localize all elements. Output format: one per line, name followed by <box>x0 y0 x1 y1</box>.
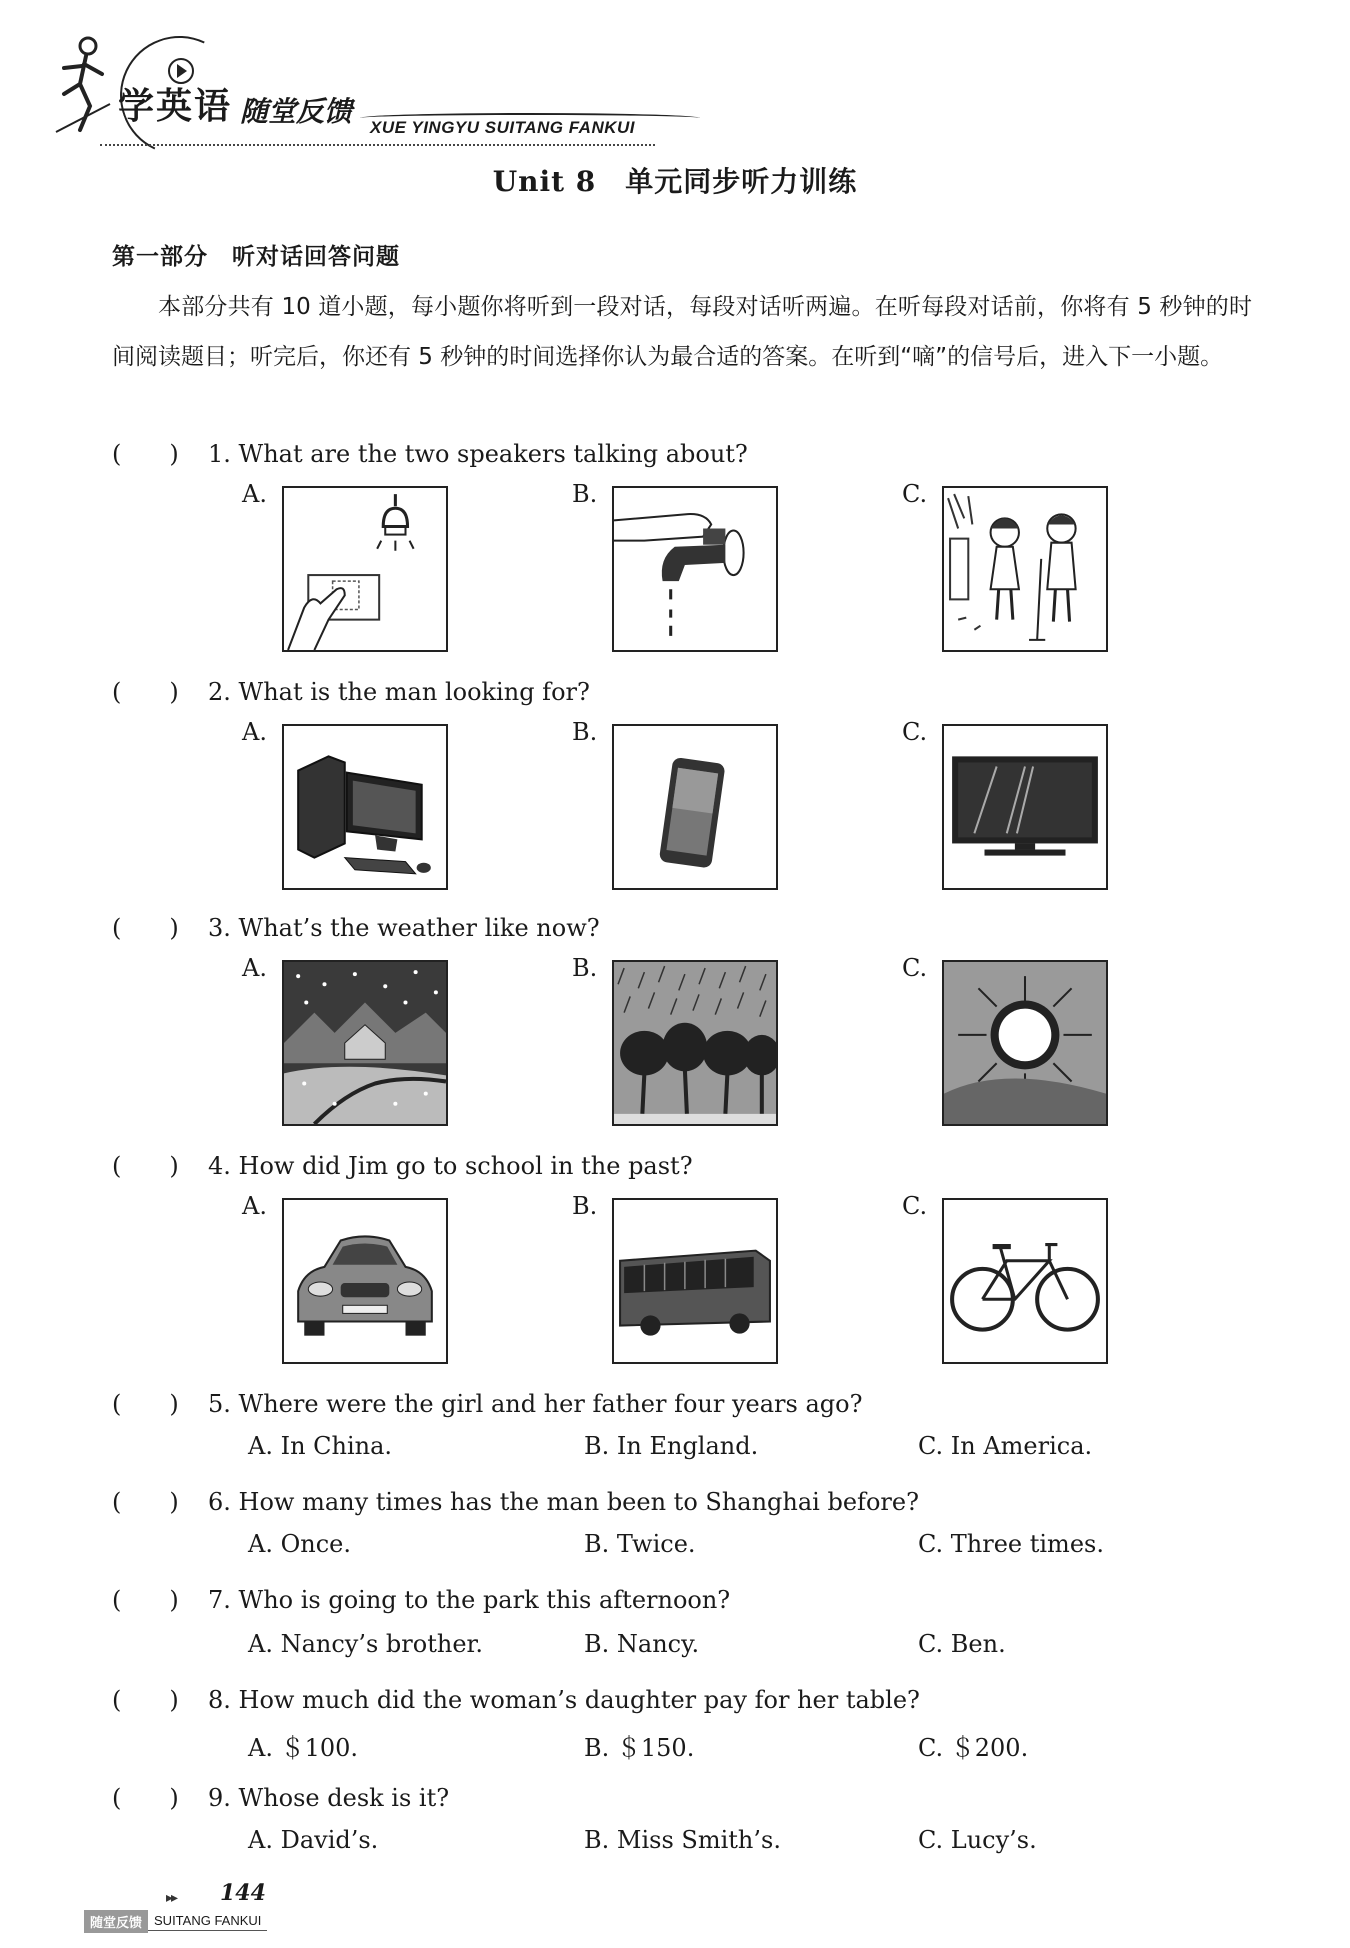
answer-blank[interactable]: ( ) <box>112 678 179 706</box>
option-b[interactable]: B. Nancy. <box>584 1630 700 1658</box>
option-b[interactable]: B. Twice. <box>584 1530 696 1558</box>
question-text: 1. What are the two speakers talking about? <box>208 440 748 468</box>
option-label: C. <box>902 1192 928 1220</box>
question-text: 6. How many times has the man been to Shanghai before? <box>208 1488 919 1516</box>
answer-blank[interactable]: ( ) <box>112 1390 179 1418</box>
question-text: 7. Who is going to the park this afternoon? <box>208 1586 731 1614</box>
question-4 <box>112 1146 693 1181</box>
footer-tag <box>84 1910 267 1932</box>
option-a[interactable]: A. Nancy’s brother. <box>248 1630 483 1658</box>
option-label: A. <box>242 954 267 982</box>
page-header <box>50 28 670 138</box>
sunny-icon <box>942 960 1108 1126</box>
question-text: 8. How much did the woman’s daughter pay for her table? <box>208 1686 920 1714</box>
option-a[interactable] <box>242 1192 442 1362</box>
option-a[interactable]: A. Once. <box>248 1530 351 1558</box>
bicycle-icon <box>942 1198 1108 1364</box>
car-icon <box>282 1198 448 1364</box>
runner-icon <box>50 34 120 134</box>
footer-tag-cn: 随堂反馈 <box>84 1910 148 1933</box>
option-a[interactable]: A. In China. <box>248 1432 393 1460</box>
option-c[interactable]: C. In America. <box>918 1432 1093 1460</box>
option-label: C. <box>902 718 928 746</box>
question-3-options <box>242 954 1242 1124</box>
water-tap-icon <box>612 486 778 652</box>
option-b[interactable] <box>572 1192 772 1362</box>
option-c[interactable]: C. Three times. <box>918 1530 1104 1558</box>
option-b[interactable] <box>572 718 772 888</box>
page-number: 144 <box>220 1880 266 1906</box>
option-b[interactable] <box>572 954 772 1124</box>
unit-title: Unit 8 单元同步听力训练 <box>492 165 858 198</box>
option-label: A. <box>242 480 267 508</box>
double-arrow-icon: ▸▸ <box>166 1890 177 1906</box>
question-1-options <box>242 480 1242 650</box>
question-7 <box>112 1580 730 1615</box>
television-icon <box>942 724 1108 890</box>
question-text: 5. Where were the girl and her father four years ago? <box>208 1390 863 1418</box>
option-label: C. <box>902 480 928 508</box>
instructions-paragraph: 本部分共有 10 道小题，每小题你将听到一段对话，每段对话听两遍。在听每段对话前，你将有 5 秒钟的时间阅读题目；听完后，你还有 5 秒钟的时间选择你认为最合适的答案。在听到“嘀”的信号后，进入下一小题。 <box>112 294 1252 370</box>
option-label: B. <box>572 954 598 982</box>
rainy-icon <box>612 960 778 1126</box>
question-3 <box>112 908 600 943</box>
brand-title-cn: 学英语 <box>118 86 233 127</box>
option-c[interactable]: C. Ben. <box>918 1630 1006 1658</box>
answer-blank[interactable]: ( ) <box>112 1488 179 1516</box>
option-b[interactable]: B. In England. <box>584 1432 759 1460</box>
question-text: 2. What is the man looking for? <box>208 678 590 706</box>
question-8 <box>112 1680 920 1715</box>
desktop-computer-icon <box>282 724 448 890</box>
answer-blank[interactable]: ( ) <box>112 1152 179 1180</box>
option-label: A. <box>242 718 267 746</box>
option-label: B. <box>572 1192 598 1220</box>
option-label: B. <box>572 480 598 508</box>
option-a[interactable]: A. ＄100. <box>248 1734 359 1762</box>
option-b[interactable]: B. Miss Smith’s. <box>584 1826 781 1854</box>
question-2-options <box>242 718 1242 888</box>
light-switch-icon <box>282 486 448 652</box>
answer-blank[interactable]: ( ) <box>112 440 179 468</box>
question-6 <box>112 1482 919 1517</box>
option-c[interactable]: C. ＄200. <box>918 1734 1029 1762</box>
option-a[interactable] <box>242 718 442 888</box>
answer-blank[interactable]: ( ) <box>112 914 179 942</box>
bus-icon <box>612 1198 778 1364</box>
option-label: C. <box>902 954 928 982</box>
answer-blank[interactable]: ( ) <box>112 1686 179 1714</box>
question-9 <box>112 1778 449 1813</box>
brand-subtitle-cn: 随堂反馈 <box>240 95 353 128</box>
question-1 <box>112 434 748 469</box>
option-c[interactable] <box>902 480 1102 650</box>
option-b[interactable] <box>572 480 772 650</box>
option-label: A. <box>242 1192 267 1220</box>
part-title: 第一部分 听对话回答问题 <box>112 244 400 270</box>
option-label: B. <box>572 718 598 746</box>
option-a[interactable]: A. David’s. <box>248 1826 379 1854</box>
option-c[interactable] <box>902 718 1102 888</box>
question-text: 4. How did Jim go to school in the past? <box>208 1152 693 1180</box>
question-5 <box>112 1384 862 1419</box>
option-c[interactable] <box>902 1192 1102 1362</box>
option-c[interactable] <box>902 954 1102 1124</box>
question-text: 3. What’s the weather like now? <box>208 914 600 942</box>
smartphone-icon <box>612 724 778 890</box>
header-dotted-line <box>100 144 655 146</box>
question-4-options <box>242 1192 1242 1362</box>
snowy-icon <box>282 960 448 1126</box>
option-a[interactable] <box>242 480 442 650</box>
kids-cleaning-icon <box>942 486 1108 652</box>
answer-blank[interactable]: ( ) <box>112 1784 179 1812</box>
footer-tag-en: SUITANG FANKUI <box>148 1911 267 1931</box>
brand-title-en: XUE YINGYU SUITANG FANKUI <box>370 118 636 137</box>
option-b[interactable]: B. ＄150. <box>584 1734 695 1762</box>
question-2 <box>112 672 590 707</box>
answer-blank[interactable]: ( ) <box>112 1586 179 1614</box>
question-text: 9. Whose desk is it? <box>208 1784 450 1812</box>
option-a[interactable] <box>242 954 442 1124</box>
option-c[interactable]: C. Lucy’s. <box>918 1826 1037 1854</box>
